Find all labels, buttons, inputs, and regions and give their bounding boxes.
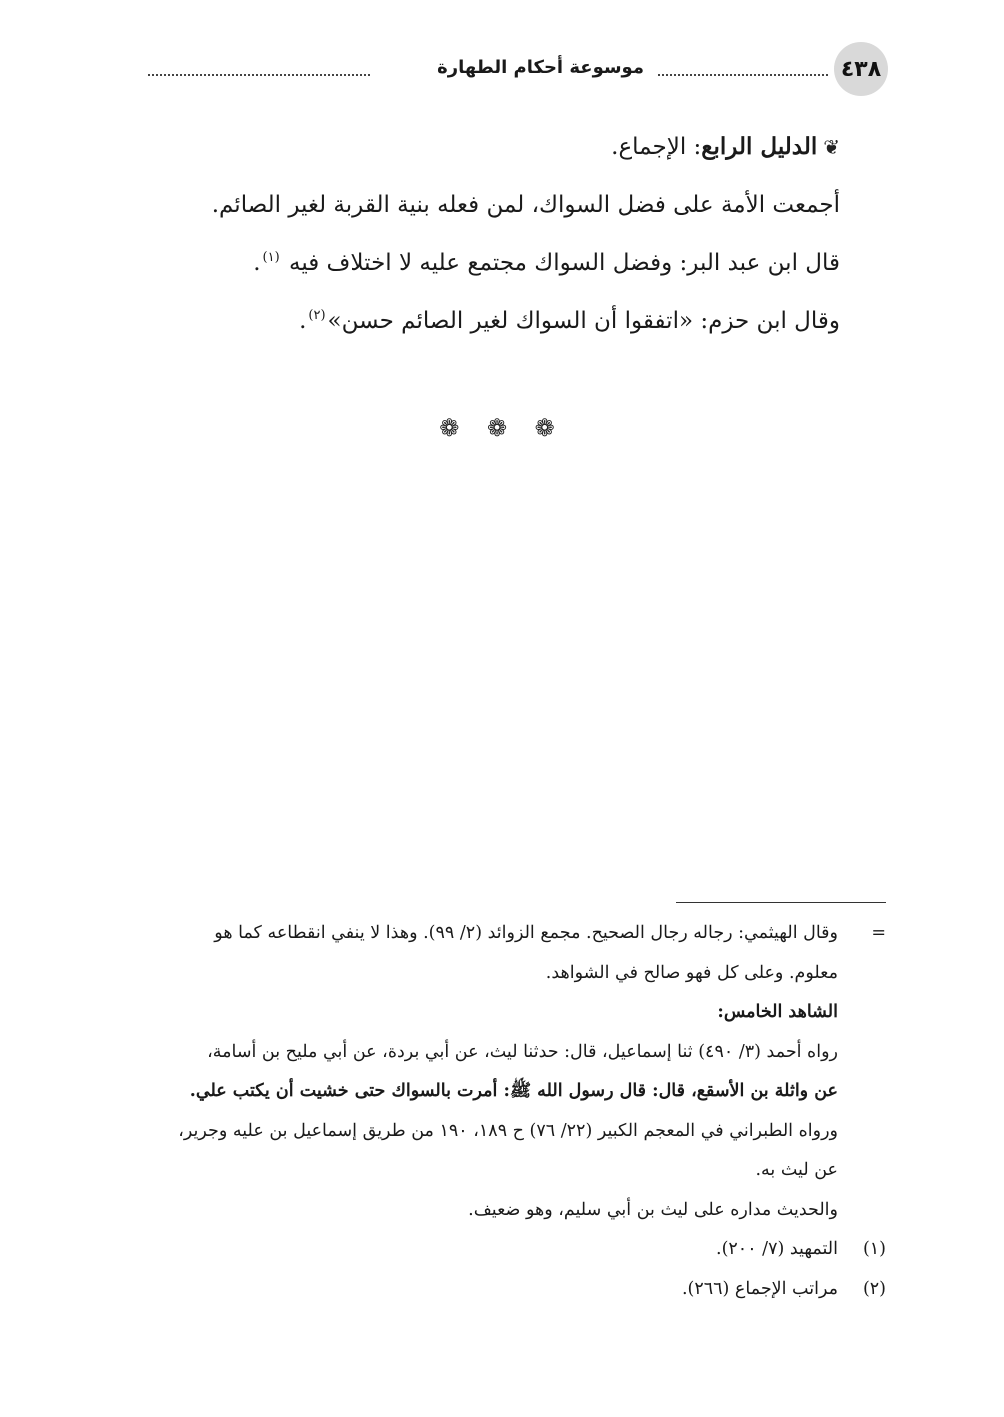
footnote-line [146, 1033, 886, 1073]
footnote-subheading [146, 993, 886, 1033]
quote-text: وقال ابن حزم: «اتفقوا أن السواك لغير الصائم حسن» [327, 308, 840, 334]
book-title: موسوعة أحكام الطهارة [429, 57, 652, 78]
leaf-icon: ❦ [823, 135, 840, 159]
footnote-number: (٢) [862, 1278, 886, 1299]
footnote-ref[interactable]: (١) [262, 250, 280, 266]
footnote-line [146, 1191, 886, 1231]
footnote-text: ورواه الطبراني في المعجم الكبير (٢٢/ ٧٦) ح ١٨٩، ١٩٠ من طريق إسماعيل بن عليه وجرير، [178, 1120, 838, 1141]
footnote-line [146, 1112, 886, 1152]
continuation-marker: = [871, 923, 886, 943]
footnote-text: الشاهد الخامس: [717, 1002, 838, 1022]
footnote-text: عن ليث به. [755, 1160, 838, 1180]
sentence-end: . [253, 250, 261, 276]
footnote-text: معلوم. وعلى كل فهو صالح في الشواهد. [545, 962, 838, 983]
footnote-hadith-line [146, 1072, 886, 1112]
header-dotted-leader [148, 74, 370, 76]
footnote-ref[interactable]: (٢) [308, 308, 326, 324]
main-text [200, 118, 840, 350]
footnote-number: (١) [862, 1239, 886, 1259]
footnote-text: والحديث مداره على ليث بن أبي سليم، وهو ضعيف. [468, 1199, 838, 1220]
heading-rest: : الإجماع. [611, 134, 702, 160]
footnote-text: وقال الهيثمي: رجاله رجال الصحيح. مجمع الزوائد (٢/ ٩٩). وهذا لا ينفي انقطاعه كما هو [214, 923, 838, 943]
footnote-text: مراتب الإجماع (٢٦٦). [681, 1278, 838, 1299]
footnote-line [146, 1151, 886, 1191]
footnote-note [146, 1270, 886, 1310]
section-heading [200, 118, 840, 176]
footnote-line [146, 954, 886, 994]
footnote-text: عن واثلة بن الأسقع، قال: قال رسول الله ﷺ: أمرت بالسواك حتى خشيت أن يكتب علي. [189, 1081, 838, 1101]
quote-text: قال ابن عبد البر: وفضل السواك مجتمع عليه لا اختلاف فيه [288, 250, 840, 276]
footnotes [146, 914, 886, 1309]
heading-bold-label: الدليل الرابع [701, 133, 818, 160]
section-divider-ornament: ❁ ❁ ❁ [439, 414, 565, 442]
sentence-end: . [299, 308, 307, 334]
paragraph-line [200, 234, 840, 292]
footnote-note [146, 1230, 886, 1270]
page-header [148, 42, 888, 98]
footnote-separator [676, 902, 886, 903]
header-dotted-leader [658, 74, 828, 76]
footnote-line [146, 914, 886, 954]
footnote-text: رواه أحمد (٣/ ٤٩٠) ثنا إسماعيل، قال: حدثنا ليث، عن أبي بردة، عن أبي مليح بن أسامة، [207, 1041, 838, 1062]
paragraph-line [200, 292, 840, 350]
paragraph-line: أجمعت الأمة على فضل السواك، لمن فعله بنية القربة لغير الصائم. [211, 192, 840, 218]
page-number: ٤٣٨ [834, 42, 888, 96]
footnote-text: التمهيد (٧/ ٢٠٠). [716, 1239, 838, 1259]
